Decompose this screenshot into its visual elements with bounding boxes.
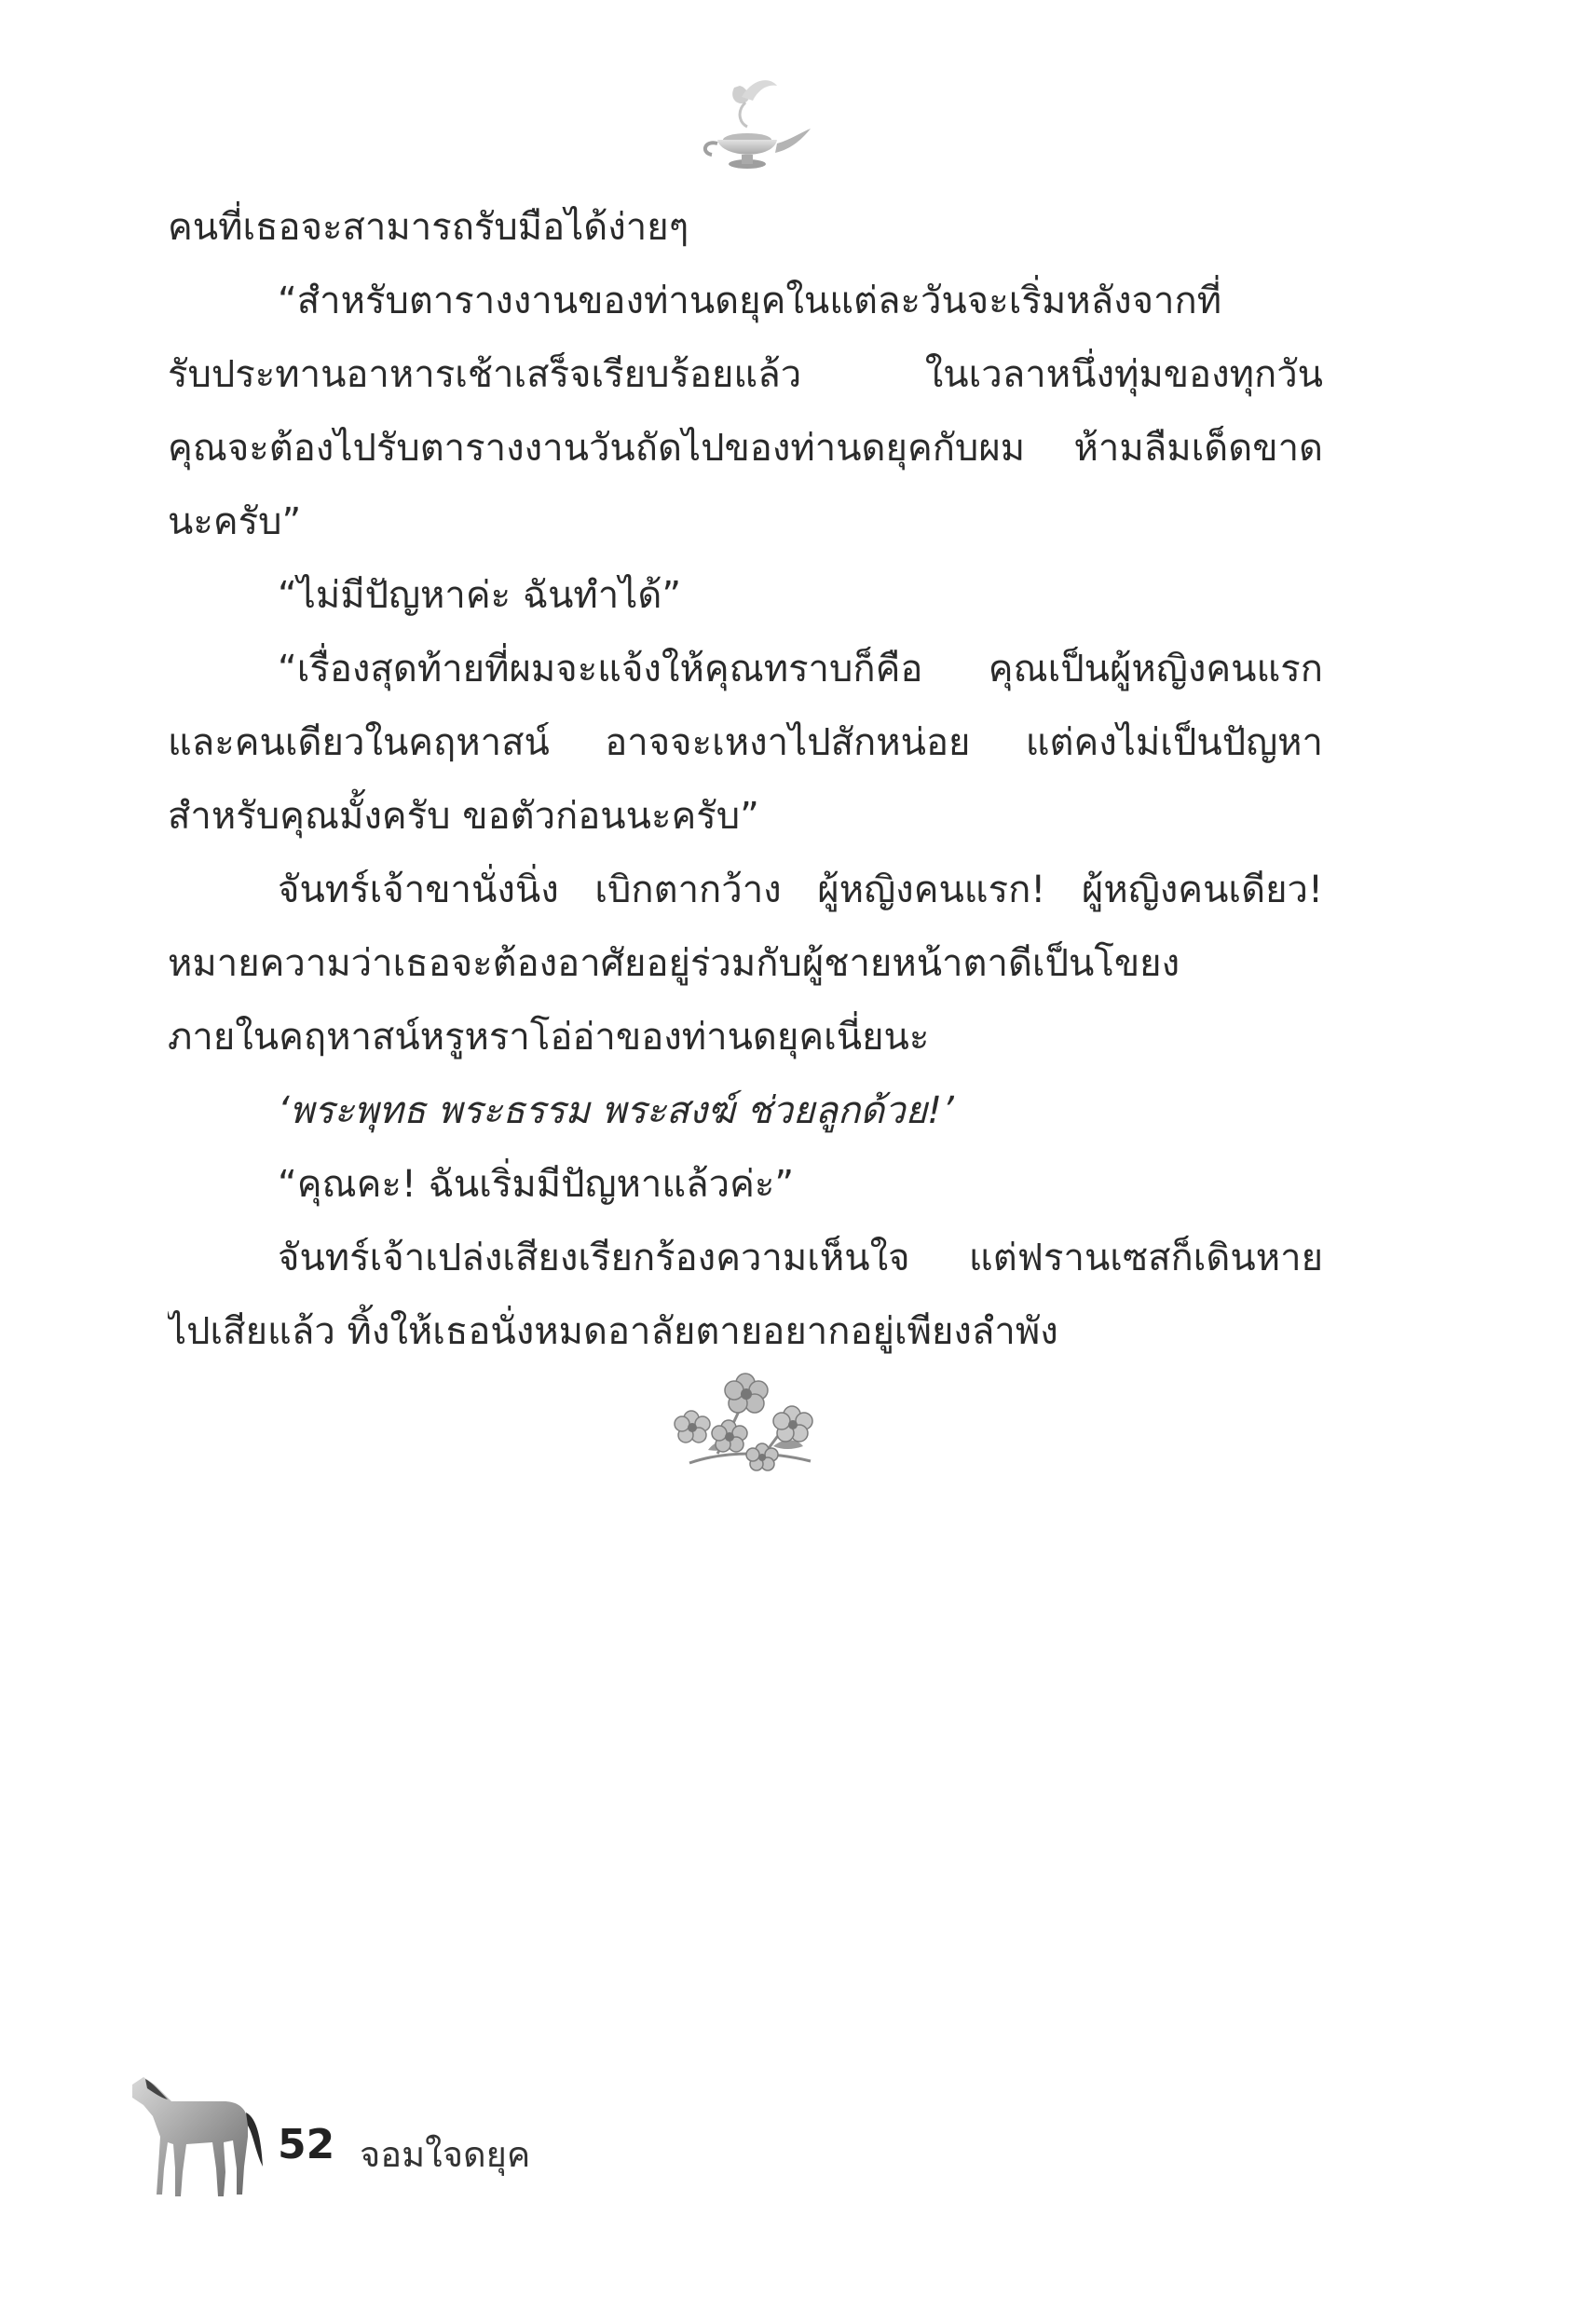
- text-line: “เรื่องสุดท้ายที่ผมจะแจ้งให้คุณทราบก็คือ คุณเป็นผู้หญิงคนแรก: [278, 648, 1323, 691]
- text-line: รับประทานอาหารเช้าเสร็จเรียบร้อยแล้ว ในเวลาหนึ่งทุ่มของทุกวัน: [168, 353, 1323, 396]
- book-title: จอมใจดยุค: [360, 2134, 531, 2175]
- text-line: และคนเดียวในคฤหาสน์ อาจจะเหงาไปสักหน่อย แต่คงไม่เป็นปัญหา: [168, 721, 1323, 764]
- text-line: หมายความว่าเธอจะต้องอาศัยอยู่ร่วมกับผู้ชายหน้าตาดีเป็นโขยง: [168, 942, 1180, 985]
- page-number: 52: [278, 2121, 335, 2168]
- text-line: จันทร์เจ้าขานั่งนิ่ง เบิกตากว้าง ผู้หญิงคนแรก! ผู้หญิงคนเดียว!: [278, 868, 1323, 911]
- text-line: “คุณคะ! ฉันเริ่มมีปัญหาแล้วค่ะ”: [278, 1163, 795, 1206]
- text-line: สำหรับคุณมั้งครับ ขอตัวก่อนนะครับ”: [168, 795, 759, 838]
- text-line: ไปเสียแล้ว ทิ้งให้เธอนั่งหมดอาลัยตายอยากอยู่เพียงลำพัง: [168, 1310, 1058, 1353]
- body-text: [168, 191, 1323, 1369]
- text-line: จันทร์เจ้าเปล่งเสียงเรียกร้องความเห็นใจ แต่ฟรานเซสก็เดินหาย: [278, 1237, 1323, 1279]
- text-line: นะครับ”: [168, 500, 302, 543]
- text-line: ‘พระพุทธ พระธรรม พระสงฆ์ ช่วยลูกด้วย!’: [278, 1089, 954, 1132]
- text-line: คนที่เธอจะสามารถรับมือได้ง่ายๆ: [168, 206, 689, 249]
- text-line: “สำหรับตารางงานของท่านดยุคในแต่ละวันจะเริ่มหลังจากที่: [278, 280, 1222, 322]
- horse-icon: [127, 2064, 266, 2204]
- flower-icon: [652, 1361, 839, 1482]
- genie-lamp-icon: [680, 75, 820, 177]
- text-line: ภายในคฤหาสน์หรูหราโอ่อ่าของท่านดยุคเนี่ยนะ: [168, 1016, 930, 1059]
- text-line: “ไม่มีปัญหาค่ะ ฉันทำได้”: [278, 574, 682, 617]
- text-line: คุณจะต้องไปรับตารางงานวันถัดไปของท่านดยุคกับผม ห้ามลืมเด็ดขาด: [168, 427, 1323, 470]
